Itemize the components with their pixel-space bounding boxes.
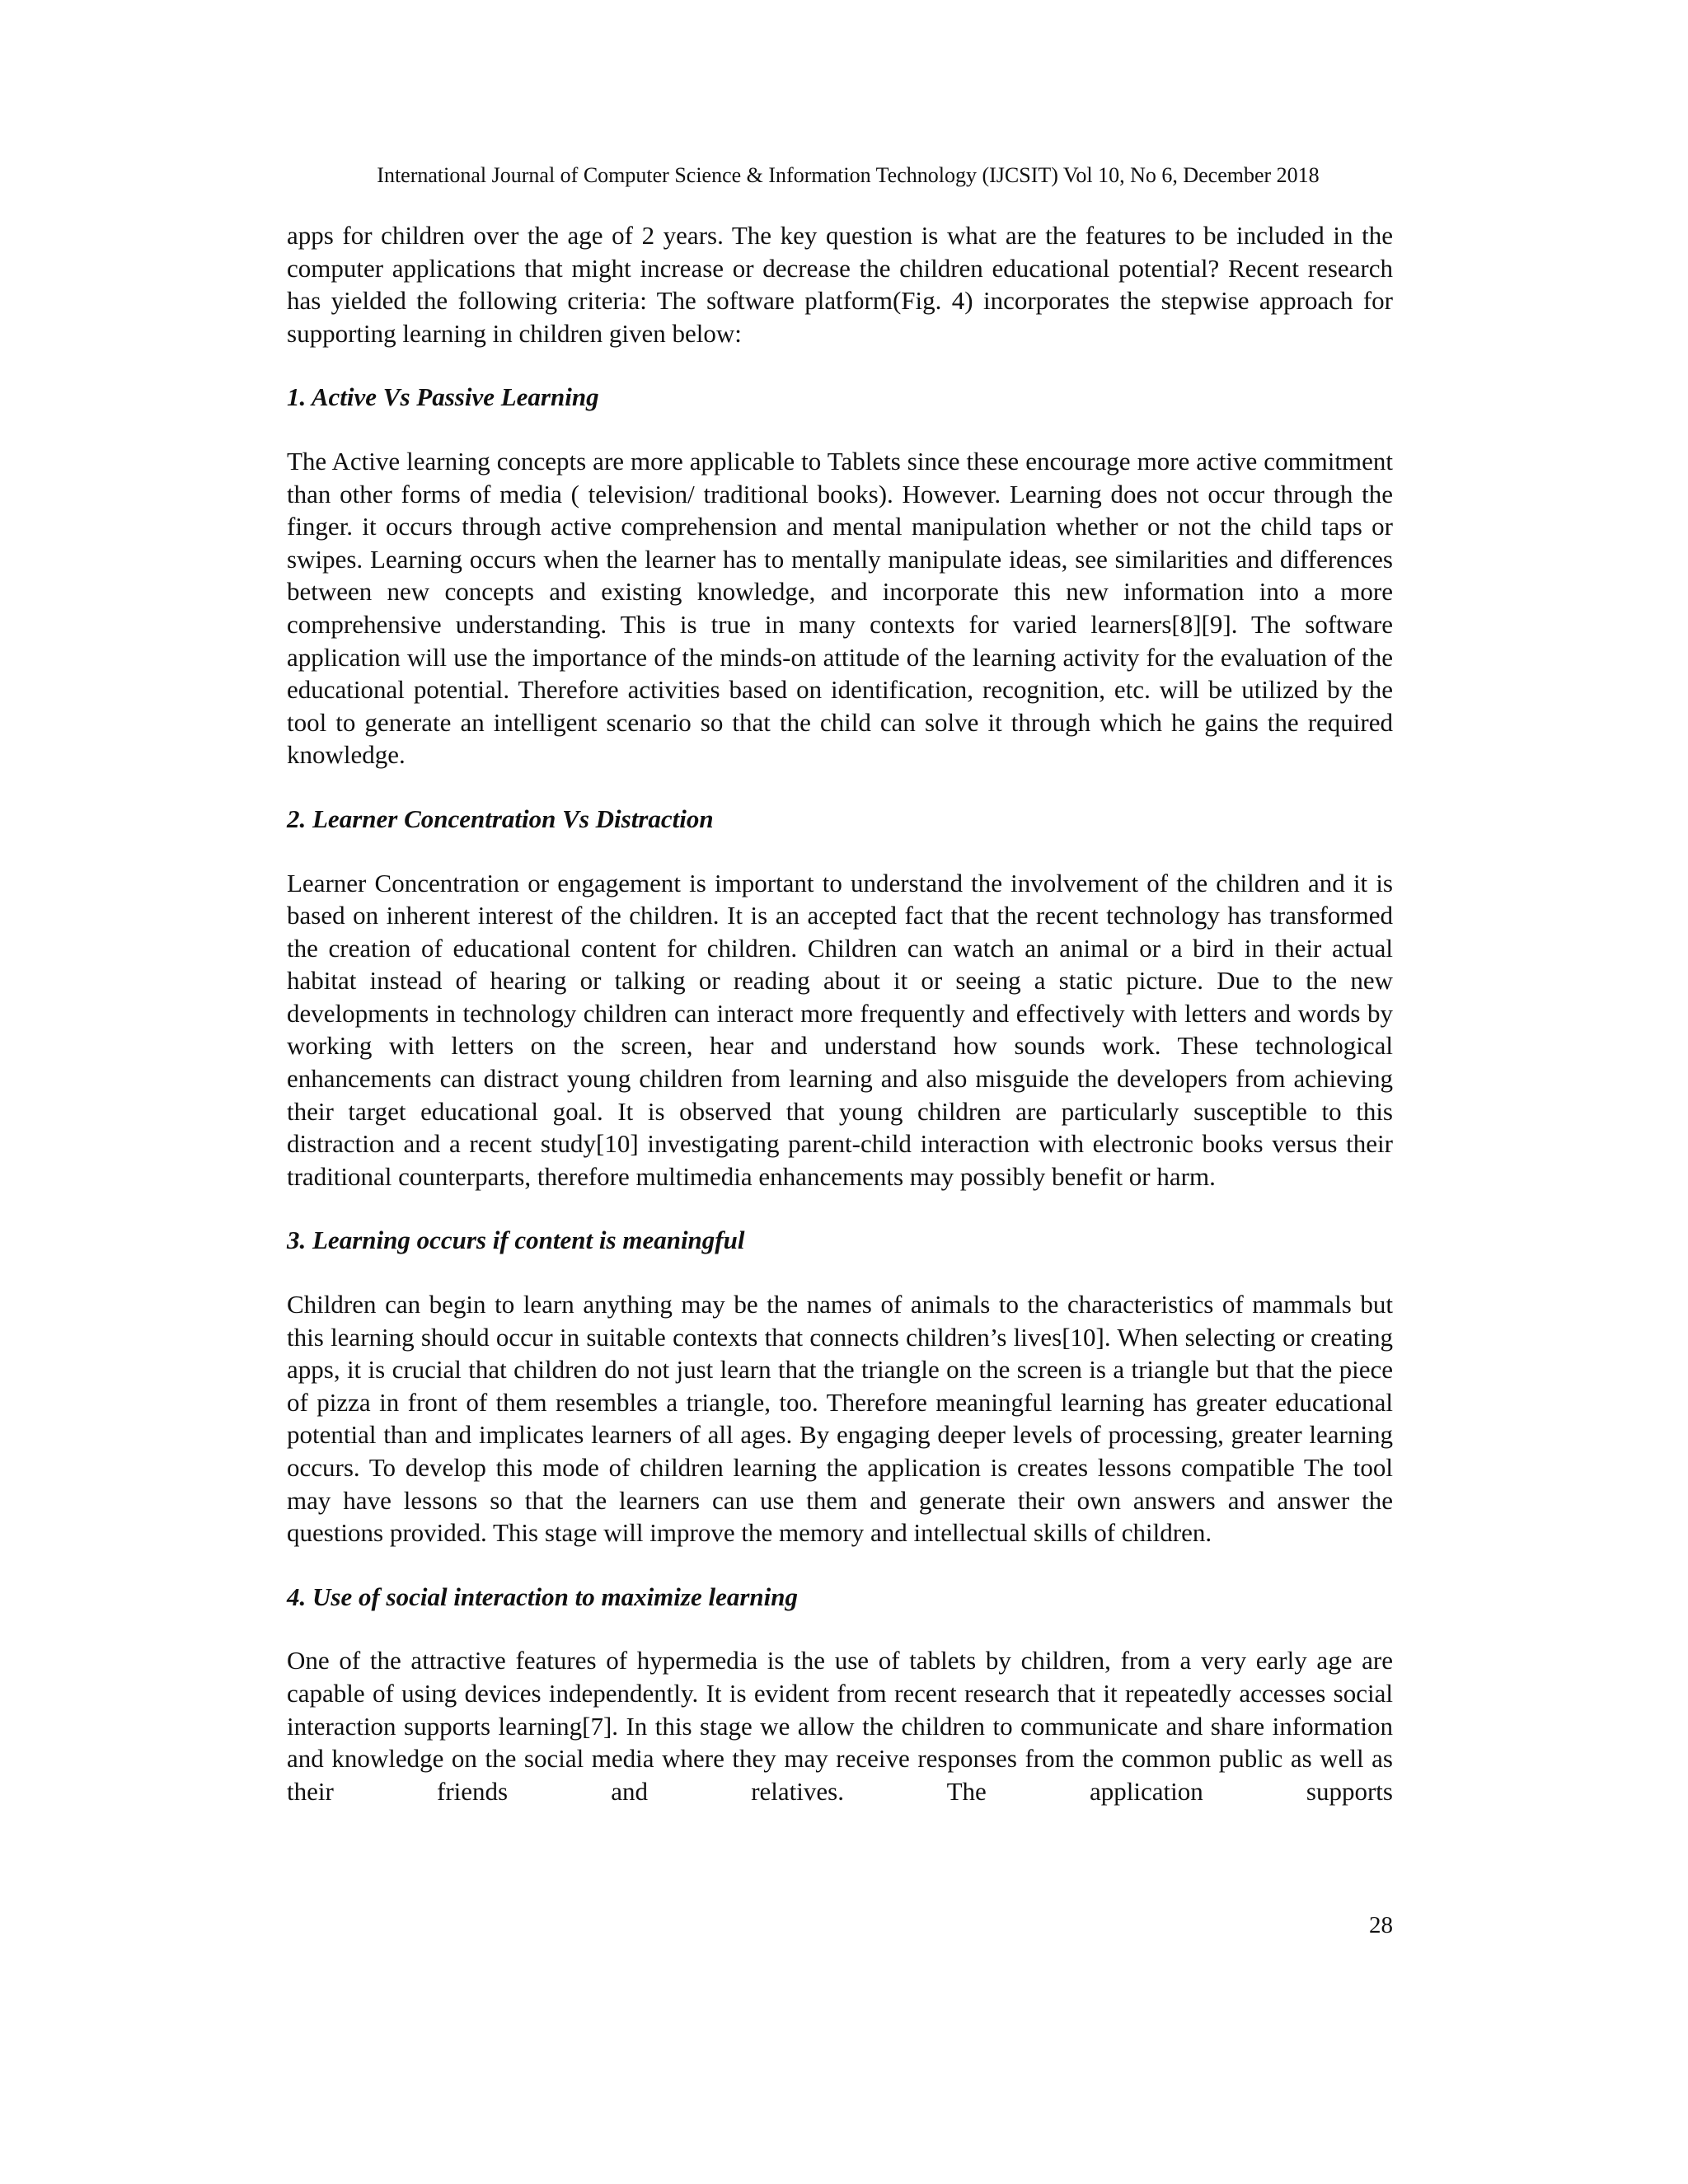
section-paragraph-concentration: Learner Concentration or engagement is important to understand the involvement of the children and it is based on inherent interest of the children. It is an accepted fact that the recent technology has transformed the creation of educational content for children. Children can watch an animal or a bird in their actual habitat instead of hearing or talking or reading about it or seeing a static picture. Due to the new developments in technology children can interact more frequently and effectively with letters and words by working with letters on the screen, hear and understand how sounds work. These technological enhancements can distract young children from learning and also misguide the developers from achieving their target educational goal. It is observed that young children are particularly susceptible to this distraction and a recent study[10] investigating parent-child interaction with electronic books versus their traditional counterparts, therefore multimedia enhancements may possibly benefit or harm. [287,868,1393,1191]
intro-paragraph: apps for children over the age of 2 years. The key question is what are the features to be included in the computer applications that might increase or decrease the children educational potential? Recent research has yielded the following criteria: The software platform(Fig. 4) incorporates the stepwise approach for supporting learning in children given below: [287,221,1393,348]
section-paragraph-social-interaction: One of the attractive features of hypermedia is the use of tablets by children, from a very early age are capable of using devices independently. It is evident from recent research that it repeatedly accesses social interaction supports learning[7]. In this stage we allow the children to communicate and share information and knowledge on the social media where they may receive responses from the common public as well as their friends and relatives. The application supports [287,1646,1393,1806]
section-heading-concentration: 2. Learner Concentration Vs Distraction [287,804,714,833]
page-body [287,219,1393,1807]
section-heading-social-interaction: 4. Use of social interaction to maximize learning [287,1582,799,1611]
section-paragraph-active-passive: The Active learning concepts are more applicable to Tablets since these encourage more active commitment than other forms of media ( television/ traditional books). However. Learning does not occur through the finger. it occurs through active comprehension and mental manipulation whether or not the child taps or swipes. Learning occurs when the learner has to mentally manipulate ideas, see similarities and differences between new concepts and existing knowledge, and incorporate this new information into a more comprehensive understanding. This is true in many contexts for varied learners[8][9]. The software application will use the importance of the minds-on attitude of the learning activity for the evaluation of the educational potential. Therefore activities based on identification, recognition, etc. will be utilized by the tool to generate an intelligent scenario so that the child can solve it through which he gains the required knowledge. [287,446,1393,770]
section-heading-meaningful-content: 3. Learning occurs if content is meaningful [287,1226,745,1255]
section-paragraph-meaningful-content: Children can begin to learn anything may be the names of animals to the characteristics of mammals but this learning should occur in suitable contexts that connects children’s lives[10]. When selecting or creating apps, it is crucial that children do not just learn that the triangle on the screen is a triangle but that the piece of pizza in front of them resembles a triangle, too. Therefore meaningful learning has greater educational potential than and implicates learners of all ages. By engaging deeper levels of processing, greater learning occurs. To develop this mode of children learning the application is creates lessons compatible The tool may have lessons so that the learners can use them and generate their own answers and answer the questions provided. This stage will improve the memory and intellectual skills of children. [287,1290,1393,1548]
section-heading-active-passive: 1. Active Vs Passive Learning [287,382,599,412]
journal-header: International Journal of Computer Science & Information Technology (IJCSIT) Vol 10, No 6, December 2018 [377,163,1320,187]
page-number: 28 [1369,1912,1393,1938]
